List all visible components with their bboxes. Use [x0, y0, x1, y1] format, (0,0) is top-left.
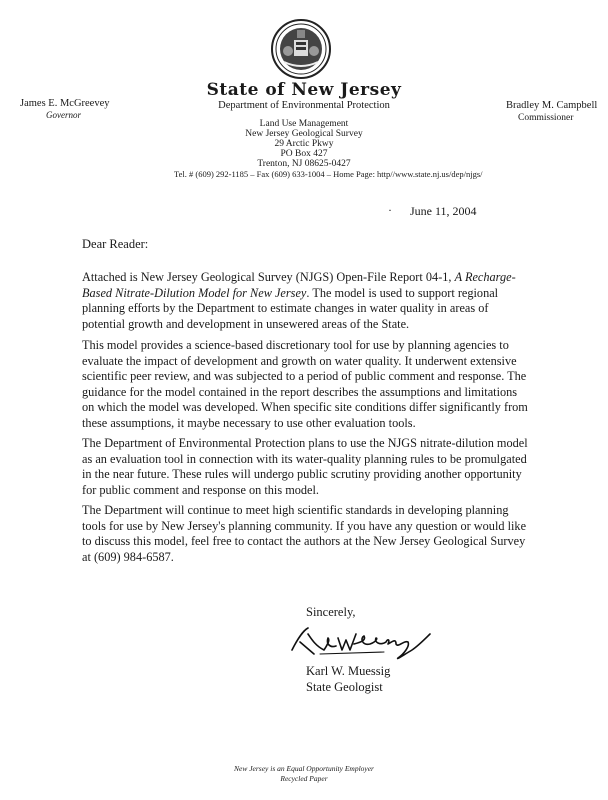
salutation: Dear Reader:	[82, 237, 149, 251]
paragraph-1	[82, 270, 532, 332]
governor-name: James E. McGreevey	[20, 98, 110, 109]
footer-recycled-paper: Recycled Paper	[280, 774, 328, 783]
footer-equal-opportunity: New Jersey is an Equal Opportunity Employer	[234, 764, 374, 773]
paragraph-1-rest: . The model is used to support regional planning efforts by the Department to estimate changes in water quality in areas of potential growth and development in unsewered areas of the State.	[82, 285, 499, 331]
handwritten-signature	[284, 620, 444, 664]
scan-mark: ·	[388, 203, 392, 217]
paragraph-4: The Department will continue to meet high scientific standards in developing planning tools for use by New Jersey's planning community. If you have any question or would like to discuss this model, feel free to contact the authors at the New Jersey Geological Survey at (609) 984-6587.	[82, 503, 527, 564]
paragraph-3: The Department of Environmental Protection plans to use the NJGS nitrate-dilution model as an evaluation tool in connection with its water-quality planning rules to be promulgated in the near future. These rules will undergo public scrutiny providing another opportunity for public comment and response on this model.	[82, 436, 528, 497]
address-line: Land Use Management	[259, 119, 349, 129]
letter-date: June 11, 2004	[410, 204, 477, 218]
address-line: PO Box 427	[280, 149, 328, 159]
paragraph-2: This model provides a science-based discretionary tool for use by planning agencies to evaluate the impact of development and growth on water quality. It underwent extensive scientific peer review, and was subjected to a period of public comment and response. The guidance for the model contained in the report describes the assumptions and limitations on which the model was developed. When specific site conditions differ significantly from these assumptions, it maybe necessary to use other evaluation tools.	[82, 338, 528, 430]
address-line: Trenton, NJ 08625-0427	[257, 159, 351, 169]
state-seal-logo	[270, 18, 332, 80]
department-name: Department of Environmental Protection	[218, 100, 390, 111]
valediction: Sincerely,	[306, 605, 356, 619]
address-line: 29 Arctic Pkwy	[274, 139, 334, 149]
address-line: New Jersey Geological Survey	[245, 129, 363, 139]
commissioner-name: Bradley M. Campbell	[506, 100, 598, 111]
contact-line: Tel. # (609) 292-1185 – Fax (609) 633-1004 – Home Page: http//www.state.nj.us/dep/njgs/	[174, 169, 483, 179]
state-title: State of New Jersey	[206, 80, 402, 100]
signer-name: Karl W. Muessig	[306, 664, 391, 678]
signer-title: State Geologist	[306, 680, 383, 694]
report-title: A Recharge-Based Nitrate-Dilution Model for New Jersey	[82, 270, 516, 300]
governor-title: Governor	[46, 110, 81, 120]
commissioner-title: Commissioner	[518, 113, 574, 123]
paragraph-1-intro: Attached is New Jersey Geological Survey (NJGS) Open-File Report 04-1,	[82, 270, 455, 284]
